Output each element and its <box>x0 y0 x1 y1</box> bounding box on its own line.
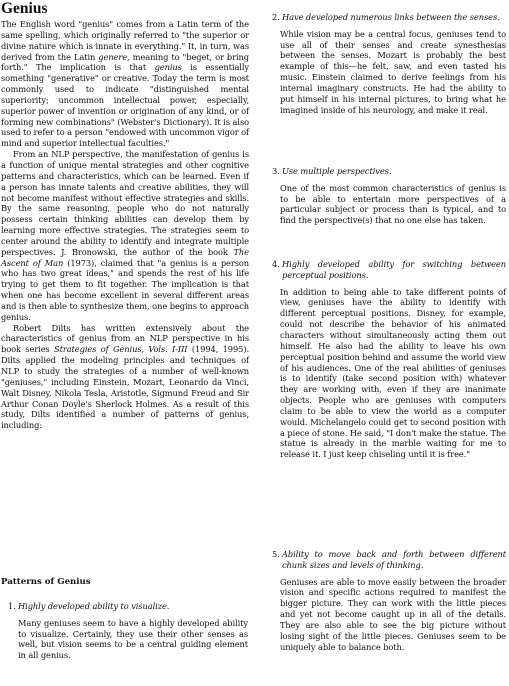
list-item-heading: Have developed numerous links between the senses. <box>282 12 500 22</box>
italic-run: genere <box>98 51 128 62</box>
list-item-2 <box>270 12 506 116</box>
list-item-number: 4. <box>272 259 280 269</box>
list-item-body: One of the most common characteristics of genius is to be able to entertain more perspectives of a particular subject or process than is typical, and to find the perspective(s) that no one else has taken. <box>280 182 506 226</box>
list-item-1 <box>8 601 248 661</box>
list-item-heading: Highly developed ability to visualize. <box>18 601 170 611</box>
list-item-3 <box>270 166 506 226</box>
italic-run: The Ascent of Man <box>1 246 249 268</box>
list-item-heading: Ability to move back and forth between different chunk sizes and levels of thinking. <box>282 549 506 570</box>
intro-paragraph-2: From an NLP perspective, the manifestation of genius is a function of unique mental strategies and other cognitive patterns and characteristics, which can be learned. Even if a person has innate talents and creative abilities, they will not become manifest without effective strategies and skills. By the same reasoning, people who do not naturally possess certain thinking abilities can develop them by learning more effective strategies. The strategies seem to center around the ability to identify and integrate multiple perspectives. J. Bronowski, the author of the book The Ascent of Man (1973), claimed that "a genius is a person who has two great ideas," and spends the rest of his life trying to get them to fit together. The implication is that when one has become excellent in several different areas and is then able to synthesize them, one begins to approach genius. <box>1 149 250 322</box>
list-item-number: 5. <box>272 549 280 559</box>
list-item-number: 2. <box>272 12 280 22</box>
list-item-heading: Use multiple perspectives. <box>282 166 392 176</box>
left-column <box>0 0 250 661</box>
article-title: Genius <box>1 0 48 17</box>
list-item-number: 3. <box>272 166 280 176</box>
italic-run: genius <box>154 62 182 73</box>
list-item-heading: Highly developed ability for switching between perceptual positions. <box>282 259 506 280</box>
section-heading: Patterns of Genius <box>1 577 91 587</box>
list-item-body: Many geniuses seem to have a highly developed ability to visualize. Certainly, they use their other senses as well, but vision seems to be a central guiding element in all genius. <box>18 617 248 661</box>
italic-run: Strategies of Genius, Vols. I-III <box>54 344 188 355</box>
list-item-5 <box>270 549 506 653</box>
list-item-body: Geniuses are able to move easily between the broader vision and specific actions required to manifest the bigger picture. They can work with the little pieces and yet not become caught up in all of the details. They are also able to see the big picture without losing sight of the little pieces. Geniuses seem to be uniquely able to balance both. <box>280 576 506 652</box>
intro-body <box>0 19 249 431</box>
intro-paragraph-1: The English word "genius" comes from a Latin term of the same spelling, which originally referred to "the superior or divine nature which is innate in everything." It, in turn, was derived from the Latin genere, meaning to "beget, or bring forth." The implication is that genius is essentially something "generative" or creative. Today the term is most commonly used to indicate "distinguished mental superiority; uncommon intellectual power, especially, superior power of invention or origination of any kind, or of forming new combinations" (Webster's Dictionary). It is also used to refer to a person "endowed with uncommon vigor of mind and superior intellectual faculties." <box>1 19 249 149</box>
list-item-number: 1. <box>8 601 16 611</box>
list-item-body: While vision may be a central focus, geniuses tend to use all of their senses and create synesthesias between the senses. Mozart is probably the best example of this—he felt, saw, and even tasted his music. Einstein claimed to derive feelings from his internal imaginary constructs. He had the ability to put himself in his internal pictures, to bring what he imagined inside of his neurology, and make it real. <box>280 28 506 115</box>
list-item-body: In addition to being able to take different points of view, geniuses have the ability to identify with different perceptual positions. Disney, for example, could not describe the behavior of his animated characters without simultaneously acting them out himself. He also had the ability to leave his own perceptual position behind and assume the world view of his audiences. One of the real abilities of geniuses is to identify (take second position with) whatever they are working with, even if they are inanimate objects. People who are geniuses with computers claim to be able to view the world as a computer would. Michelangelo could get to second position with a piece of stone. He said, "I don't make the statue. The statue is already in the marble waiting for me to release it. I just keep chiseling until it is free." <box>280 286 506 460</box>
intro-paragraph-3: Robert Dilts has written extensively about the characteristics of genius from an NLP perspective in his book series Strategies of Genius, Vols. I-III (1994, 1995). Dilts applied the modeling principles and techniques of NLP to study the strategies of a number of well-known "geniuses," including Einstein, Mozart, Leonardo da Vinci, Walt Disney, Nikola Tesla, Aristotle, Sigmund Freud and Sir Arthur Conan Doyle's Sherlock Holmes. As a result of this study, Dilts identified a number of patterns of genius, including: <box>1 322 249 431</box>
list-item-4 <box>270 259 506 460</box>
